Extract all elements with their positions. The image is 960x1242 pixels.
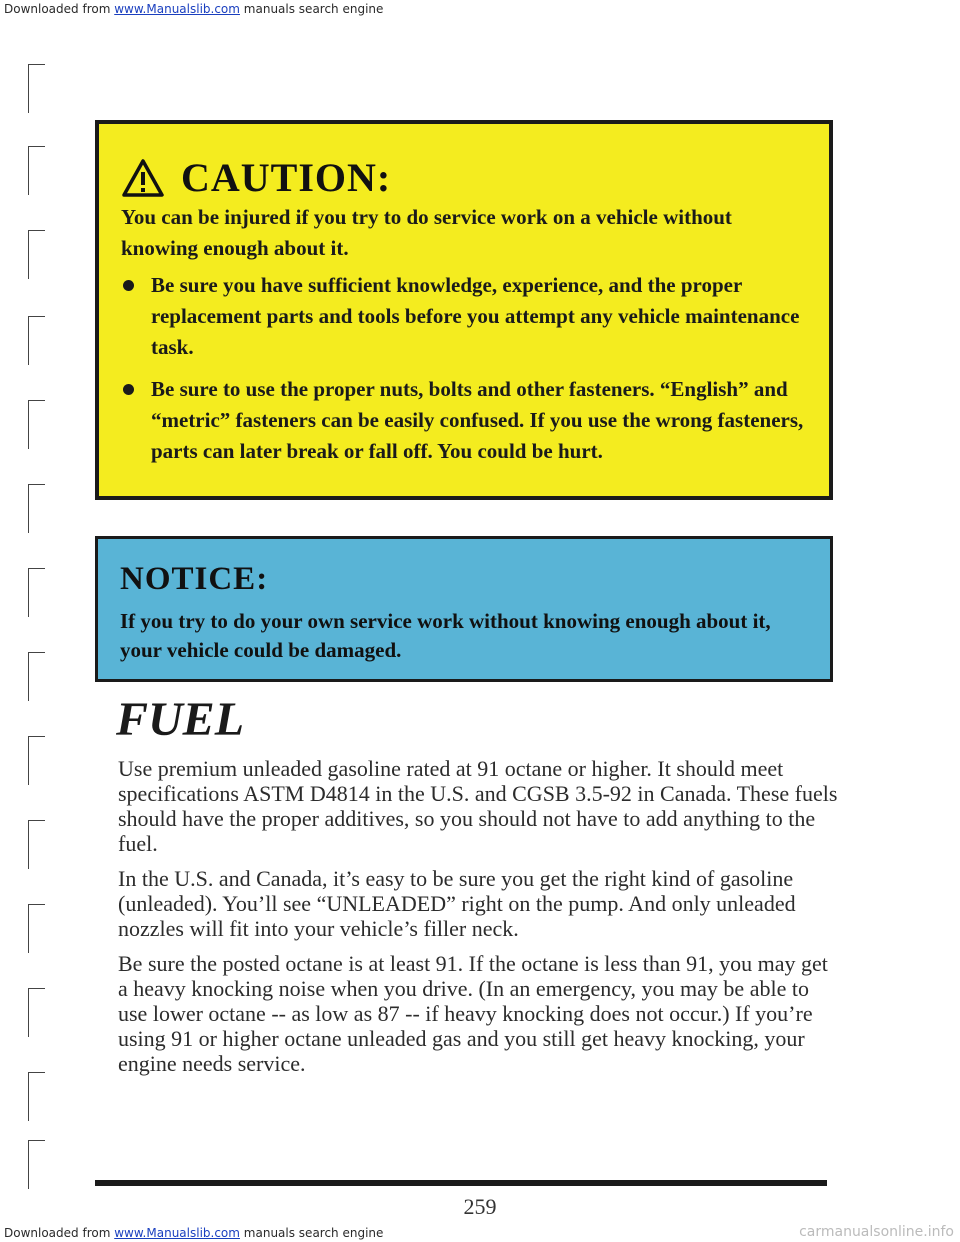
caution-bullet-text: Be sure to use the proper nuts, bolts and other fasteners. “English” and “metric” fasteners can be easily confused. If you use the wrong fasteners, parts can later break or fall off. You could be hurt. [151,377,804,463]
watermark-link[interactable]: www.Manualslib.com [114,2,240,16]
download-watermark-top [4,2,383,16]
download-watermark-bottom [4,1226,383,1240]
section-title: FUEL [116,693,245,746]
caution-bullet-list [121,270,811,478]
watermark-suffix: manuals search engine [243,2,384,16]
watermark-link[interactable]: www.Manualslib.com [114,1226,240,1240]
caution-heading [121,154,391,201]
bullet-dot-icon [123,280,134,291]
margin-crop-marks [0,0,60,1242]
notice-box [95,536,833,682]
page-number: 259 [463,1194,497,1219]
watermark-suffix: manuals search engine [243,1226,384,1240]
watermark-prefix: Downloaded from [4,2,111,16]
section-body [118,756,838,1086]
body-paragraph: In the U.S. and Canada, it’s easy to be sure you get the right kind of gasoline (unleaded). You’ll see “UNLEADED” right on the pump. And only unleaded nozzles will fit into your vehicle’s filler neck. [118,866,796,941]
caution-title: CAUTION: [181,155,392,200]
watermark-prefix: Downloaded from [4,1226,111,1240]
notice-title: NOTICE: [120,561,269,597]
bullet-dot-icon [123,384,134,395]
caution-intro: You can be injured if you try to do service work on a vehicle without knowing enough about it. [121,205,732,260]
caution-bullet-item [121,374,811,467]
notice-text: If you try to do your own service work without knowing enough about it, your vehicle could be damaged. [120,609,771,662]
caution-bullet-item [121,270,811,363]
body-paragraph: Be sure the posted octane is at least 91. If the octane is less than 91, you may get a heavy knocking noise when you drive. (In an emergency, you may be able to use lower octane -- as low as 87 -- if heavy knocking does not occur.) If you’re using 91 or higher octane unleaded gas and you still get heavy knocking, your engine needs service. [118,951,828,1076]
caution-bullet-text: Be sure you have sufficient knowledge, experience, and the proper replacement parts and tools before you attempt any vehicle maintenance task. [151,273,800,359]
footer-rule [95,1180,827,1186]
site-watermark: carmanualsonline.info [799,1224,954,1240]
body-paragraph: Use premium unleaded gasoline rated at 91 octane or higher. It should meet specifications ASTM D4814 in the U.S. and CGSB 3.5-92 in Canada. These fuels should have the proper additives, so you should not have to add anything to the fuel. [118,756,838,856]
caution-box [95,120,833,500]
warning-triangle-icon [121,158,165,198]
